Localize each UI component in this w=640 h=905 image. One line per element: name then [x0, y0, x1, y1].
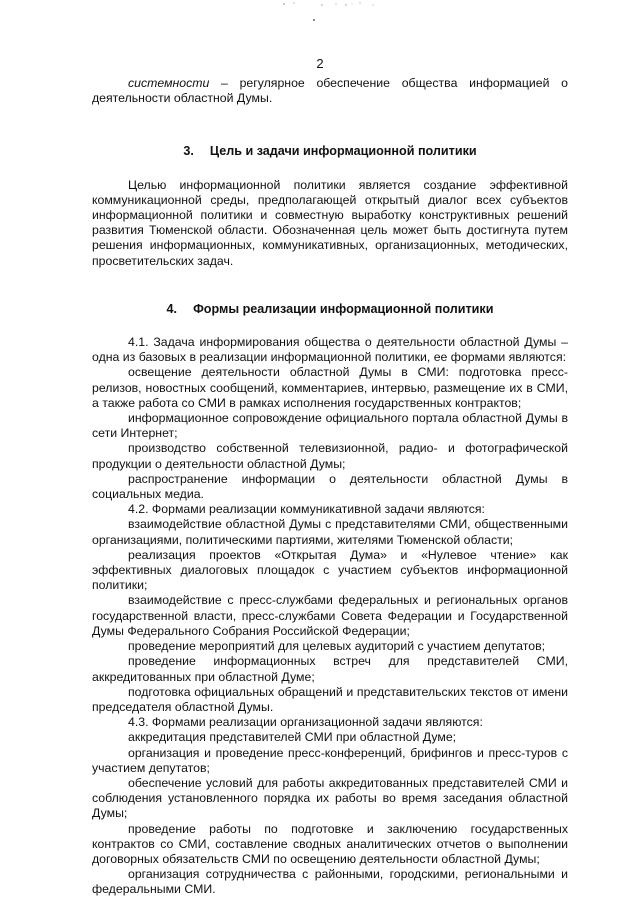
paragraph: распространение информации о деятельности областной Думы в социальных медиа. [92, 471, 568, 502]
scan-artifact-marks [280, 0, 400, 28]
intro-paragraph [92, 76, 568, 106]
intro-text: – регулярное обеспечение общества информацией о деятельности областной Думы. [92, 76, 568, 106]
page-number: 2 [316, 56, 324, 71]
section-4-title: Формы реализации информационной политики [193, 301, 494, 316]
paragraph: 4.1. Задача информирования общества о деятельности областной Думы – одна из базовых в реализации информационной политики, ее формами являются: [92, 335, 568, 365]
paragraph: производство собственной телевизионной, радио- и фотографической продукции о деятельности областной Думы; [92, 441, 568, 471]
document-body [92, 76, 568, 898]
intro-term: системности [128, 76, 210, 90]
paragraph: подготовка официальных обращений и представительских текстов от имени председателя областной Думы. [92, 684, 568, 714]
paragraph: проведение работы по подготовке и заключению государственных контрактов со СМИ, составление сводных аналитических отчетов о выполнении договорных обязательств СМИ по освещению деятельности областной Думы; [92, 821, 568, 866]
paragraph: 4.3. Формами реализации организационной задачи являются: [128, 715, 483, 730]
section-4-body [92, 335, 568, 898]
paragraph: организация сотрудничества с районными, городскими, региональными и федеральными СМИ. [92, 867, 568, 897]
section-4-heading [92, 302, 568, 317]
paragraph: освещение деятельности областной Думы в СМИ: подготовка пресс-релизов, новостных сообщений, комментариев, интервью, размещение их в СМИ, а также работа со СМИ в рамках исполнения государственных контрактов; [92, 365, 568, 410]
paragraph: взаимодействие областной Думы с представителями СМИ, общественными организациями, политическими партиями, жителями Тюменской области; [92, 517, 568, 547]
paragraph: обеспечение условий для работы аккредитованных представителей СМИ и соблюдения установленного порядка их работы во время заседания областной Думы; [92, 775, 568, 821]
paragraph: реализация проектов «Открытая Дума» и «Нулевое чтение» как эффективных диалоговых площадок с участием субъектов информационной политики; [92, 547, 568, 593]
section-4-number: 4. [166, 301, 178, 316]
paragraph: аккредитация представителей СМИ при областной Думе; [128, 730, 457, 745]
paragraph: взаимодействие с пресс-службами федеральных и региональных органов государственной власти, пресс-службами Совета Федерации и Государственной Думы Федерального Собрания Российской Федерации; [92, 593, 568, 638]
section-3-title: Цель и задачи информационной политики [209, 144, 477, 159]
section-3-number: 3. [183, 144, 194, 159]
paragraph: проведение информационных встреч для представителей СМИ, аккредитованных при областной Думе; [92, 654, 568, 684]
paragraph: информационное сопровождение официального портала областной Думы в сети Интернет; [92, 411, 568, 441]
paragraph: проведение мероприятий для целевых аудиторий с участием депутатов; [128, 639, 546, 654]
paragraph: 4.2. Формами реализации коммуникативной задачи являются: [128, 502, 485, 517]
section-3-heading [92, 144, 568, 159]
paragraph: организация и проведение пресс-конференций, брифингов и пресс-туров с участием депутатов; [92, 745, 568, 775]
section-3-paragraph: Целью информационной политики является создание эффективной коммуникационной среды, предполагающей открытый диалог всех субъектов информационной политики и совместную выработку конструктивных решений развития Тюменской области. Обозначенная цель может быть достигнута путем решения информационных, коммуникативных, организационных, методических, просветительских задач. [92, 177, 568, 268]
